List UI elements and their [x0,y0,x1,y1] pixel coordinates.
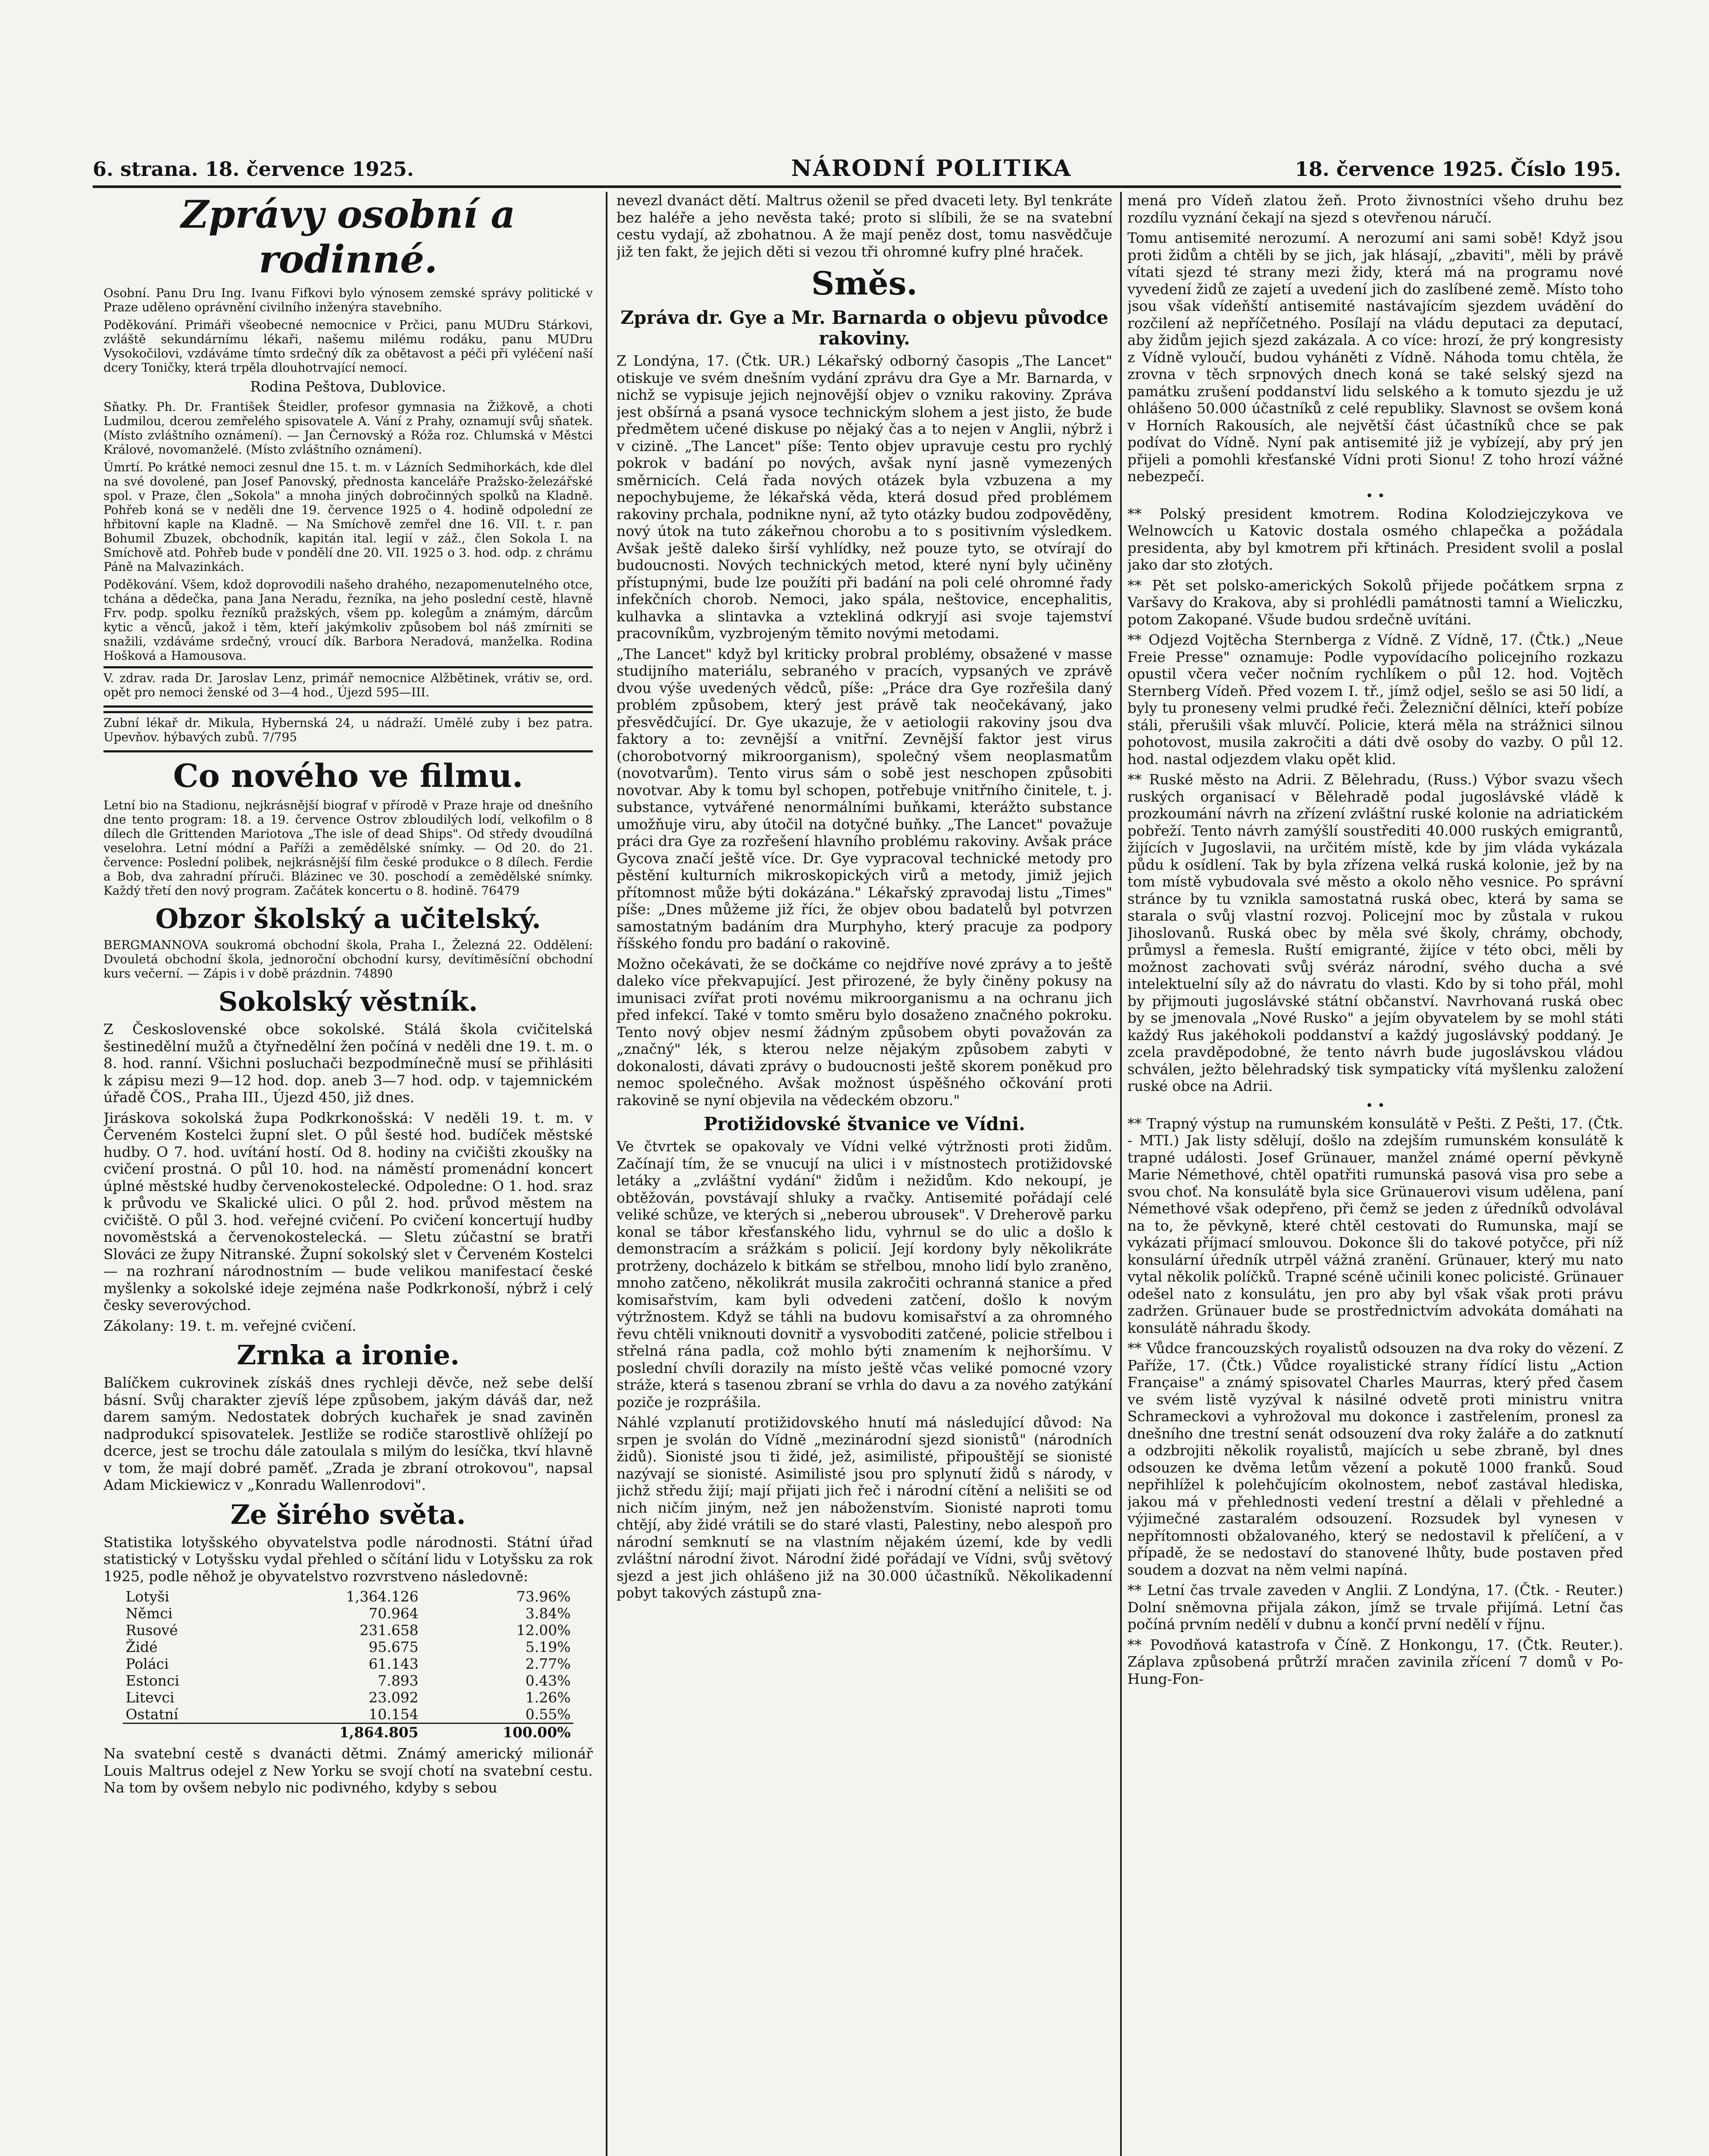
article-paragraph: Tomu antisemité nerozumí. A nerozumí ani sami sobě! Když jsou proti židům a chtěli by se jich, jak hlásají, „zbaviti", měli by právě vítati sjezd té strany mezi židy, která má na programu nové vyvedení židů ze zajetí a uvedení jich do zaslíbené země. Místo toho jsou však vídeňští antisemité nastávajícím sjezdem uvádění do rozčilení až nepříčetného. Posílají na vládu deputaci za deputací, aby židům jejich sjezd zakázala. A co více: hrozí, že prý kongresisty z Vídně vyloučí, budou vyháněti z Vídně. Náhoda tomu chtěla, že zrovna v těch srpnových dnech koná se také selský sjezd na památku zrušení poddanství lidu selského a k tomuto sjezdu je už ohlášeno 50.000 účastníků z celé republiky. Slavnost se ovšem koná v Horních Rakousích, ale největší část účastníků chce se pak podívat do Vídně. Nyní pak antisemité již je vybízejí, aby prý jen přijeli a pomohli křesťanské Vídni proti Sionu! Z toho hrozí vážné nebezpečí. [1127,229,1623,485]
article-paragraph: ** Vůdce francouzských royalistů odsouzen na dva roky do vězení. Z Paříže, 17. (Čtk.) Vůdce royalistické strany řídící listu „Action Française" a známý spisovatel Charles Maurras, který před časem ve svém listě vyzýval k násilné odvetě proti ministru vnitra Schrameckovi a vyhrožoval mu dokonce i zastřelením, pronesl za dnešního dne trestní senát odsouzení dva roky žaláře a do zatknutí a odzbrojiti několik royalistů, majících u sebe zbraně, byl dnes odsouzen ke dvěma letům vězení a pokutě 1000 franků. Soud nepřihlížel k polehčujícím okolnostem, neboť zastával hlediska, jakou má v přehlednosti vedení trestní a dělali v přehledné a výjimečné zastaralém odsouzení. Rozsudek byl vynesen v nepřítomnosti obžalovaného, který se nedostavil k přelíčení, a v případě, že se nedostaví do stanovené lhůty, bude postaven před soudem a dozvat na něm velmi napíná. [1127,1340,1623,1578]
table-row: Lotyši 1,364.126 73.96% [125,1588,571,1605]
advertisement-box [103,711,593,752]
ad-text: V. zdrav. rada Dr. Jaroslav Lenz, primář nemocnice Alžbětinek, vrátiv se, ord. opět pro nemoci ženské od 3—4 hod., Újezd 595—III. [103,671,593,699]
article-paragraph: Osobní. Panu Dru Ing. Ivanu Fifkovi bylo výnosem zemské správy politické v Praze uděleno oprávnění civilního inženýra stavebního. [103,286,593,314]
ad-text: Zubní lékař dr. Mikula, Hybernská 24, u nádraží. Umělé zuby i bez patra. Upevňov. hýbavých zubů. 7/795 [103,716,593,744]
article-paragraph: Letní bio na Stadionu, nejkrásnější biograf v přírodě v Praze hraje od dnešního dne tento program: 18. a 19. července Ostrov zbloudilých lodí, velkofilm o 8 dílech dle Grittenden Mariotova „The isle of dead Ships". Od středy dvoudílná veselohra. Letní módní a Paříži a zemědělské snímky. — Od 20. do 21. července: Poslední polibek, nejkrásnější film české produkce o 8 dílech. Ferdie a Bob, dva zahradní příruči. Blázinec ve 30. poschodí a zemědělské snímky. Každý třetí den nový program. Začátek koncertu o 8. hodině. 76479 [103,798,593,898]
article-paragraph: Na svatební cestě s dvanácti dětmi. Známý americký milionář Louis Maltrus odejel z New Yorku se svojí chotí na svatební cestu. Na tom by ovšem nebylo nic podivného, kdyby s sebou [103,1745,593,1796]
separator-stars: • • [1365,1098,1385,1113]
table-row: Estonci 7.893 0.43% [125,1672,571,1689]
separator-stars: • • [1365,488,1385,504]
article-paragraph: Náhlé vzplanutí protižidovského hnutí má následující důvod: Na srpen je svolán do Vídně „mezinárodní sjezd sionistů" (národních židů). Sionisté jsou ti židé, jež, asimilisté, připouštějí se sionisté nazývají se sionisté. Asimilisté jsou pro splynutí židů s národy, v jichž středu žijí; mají přijati jich řeč i národní cítění a nelišiti se od nich ničím jiným, než jen náboženstvím. Sionisté naproti tomu chtějí, aby židé vrátili se do staré vlasti, Palestiny, nebo alespoň pro národní semknutí se na vlastním nějakém území, kde by vedli zvláštní národní život. Národní židé pořádají ve Vídni, svůj světový sjezd a jest jich ohlášeno již na 30.000 účastníků. Několikadenní pobyt takových zástupů zna- [617,1414,1112,1601]
article-paragraph: BERGMANNOVA soukromá obchodní škola, Praha I., Železná 22. Oddělení: Dvouletá obchodní škola, jednoroční obchodní kursy, devítiměsíční obchodní kurs večerní. — Zápis i v době prázdnin. 74890 [103,938,593,981]
statistics-table [123,1588,573,1741]
section-heading-school: Obzor školský a učitelský. [155,903,541,934]
column-2 [617,192,1112,2156]
table-total-row: 1,864.805 100.00% [123,1724,573,1741]
column-rule [1120,192,1122,2156]
article-paragraph: ** Letní čas trvale zaveden v Anglii. Z Londýna, 17. (Čtk. - Reuter.) Dolní sněmovna přijala zákon, jímž se trvale přijímá. Letní čas počíná prvním nedělí v dubnu a končí první nedělí v říjnu. [1127,1582,1623,1633]
article-paragraph: „The Lancet" když byl kriticky probral problémy, obsažené v masse studijního materiálu, sebraného v pracích, vypsaných ve zprávě dvou výše uvedených vědců, píše: „Práce dra Gye rozřešila daný problém způsobem, který jest právě tak neočekávaný, jako přesvědčující. Dr. Gye ukazuje, že v aetiologii rakoviny jsou dva faktory a to: zevnější a vnitřní. Zevnější faktor jest virus (chorobotvorný mikroorganism), společný všem neoplasmatům (novotvarům). Tento virus sám o sobě jest neschopen způsobiti novotvar. Aby k tomu byl schopen, potřebuje vnitřního činitele, t. j. substance, vytvářené nenormálními buňkami, kterážto substance umožňuje viru, aby útočil na dotyčné buňky. „The Lancet" považuje práci dra Gye za rozřešení hlavního problému rakoviny. Avšak práce Gycova značí ještě více. Dr. Gye vypracoval technické metody pro pěstění kulturních mikroskopických virů a metody, jimiž jejich přítomnost může býti dokázána." Lékařský zpravodaj listu „Times" píše: „Dnes můžeme již říci, že objev obou badatelů byl potvrzen samostatným badáním dra Murphyho, který pracuje za podpory říšského fondu pro badání o rakovině. [617,645,1112,952]
article-paragraph: mená pro Vídeň zlatou žeň. Proto živnostníci všeho druhu bez rozdílu vyznání čekají na sjezd s otevřenou náručí. [1127,192,1623,226]
article-paragraph: ** Polský president kmotrem. Rodina Kolodziejczykova ve Welnowcích u Katovic dostala osmého chlapečka a požádala presidenta, aby byl kmotrem při křtinách. President svolil a poslal jako dar sto złotých. [1127,505,1623,573]
article-paragraph: Zákolany: 19. t. m. veřejné cvičení. [103,1317,357,1334]
article-paragraph: Z Československé obce sokolské. Stálá škola cvičitelská šestinedělní mužů a čtyřnedělní žen počíná v neděli dne 19. t. m. o 8. hod. ranní. Všichni posluchači bezpodmínečně musí se přihlásiti k zápisu mezi 9—12 hod. dop. aneb 3—7 hod. odp. v tajemnickém úřadě ČOS., Praha III., Újezd 450, již dnes. [103,1021,593,1106]
masthead-title: NÁRODNÍ POLITIKA [791,155,1072,182]
table-row: Rusové 231.658 12.00% [125,1622,571,1639]
article-paragraph: Sňatky. Ph. Dr. František Šteidler, profesor gymnasia na Žižkově, a choti Ludmilou, dcerou zemřelého spisovatele A. Vání z Prahy, oznamují svůj sňatek. (Místo zvláštního oznámení). — Jan Černovský a Róža roz. Chlumská v Městci Králové, novomanželé. (Místo zvláštního oznámení). [103,400,593,457]
section-heading-world: Ze širého světa. [230,1498,466,1530]
table-row: Litevci 23.092 1.26% [125,1689,571,1706]
section-heading-personal: Zprávy osobní a rodinné. [181,192,516,282]
column-1 [103,192,593,2156]
article-headline: Protižidovské štvanice ve Vídni. [704,1113,1025,1134]
article-paragraph: Poděkování. Všem, kdož doprovodili našeho drahého, nezapomenutelného otce, tchána a dědečka, pana Jana Neradu, řezníka, na jeho poslední cestě, hlavně Frv. podp. spolku řezníků pražských, všem pp. kolegům a známým, dárcům kytic a věnců, jakož i těm, kteří jakýmkoliv způsobem bol náš zmírniti se snažili, vzdáváme srdečný, vroucí dík. Barbora Neradová, manželka. Rodina Hošková a Hamousova. [103,577,593,663]
column-rule [606,192,607,2156]
article-paragraph: nevezl dvanáct dětí. Maltrus oženil se před dvaceti lety. Byl tenkráte bez haléře a jeho nevěsta také; proto si slíbili, že se na svatební cestu vydají, až zbohatnou. A že mají peněz dost, tomu nasvědčuje již ten fakt, že jejich děti si vezou tři ohromné kufry plné hraček. [617,192,1112,260]
article-paragraph: Ve čtvrtek se opakovaly ve Vídni velké výtržnosti proti židům. Začínají tím, že se vnucují na ulici i v místnostech protižidovské letáky a „zvláštní vydání" židům i nežidům. Kdo nekoupí, je obtěžován, povstávají shluky a rvačky. Antisemité pořádají celé veliké schůze, ve kterých si „neberou ubrousek". V Dreherově parku konal se tábor křesťanského lidu, vyhrnul se do ulic a došlo k demonstracím a srážkám s policií. Její kordony byly několikráte protrženy, docházelo k bitkám se střelbou, mnoho lidí bylo zraněno, mnoho zatčeno, několikrát musila zakročiti ochranná stanice a před komisařstvím, kam byli odvedeni zatčení, došlo k novým výtržnostem. Když se táhli na budovu komisařství a za ohromného řevu chtěli vniknouti dovnitř a vysvoboditi zatčené, policie střelbou i střelná rána padla, což mohlo býti znamením k nejhoršímu. V poslední chvíli dorazily na místo ještě včas veliké pomocné vzory stráže, která s tasenou zbraní se vrhla do davu a za nového zatýkání poziče je rozprášila. [617,1138,1112,1410]
table-row: Ostatní 10.154 0.55% [125,1706,571,1723]
article-paragraph: Poděkování. Primáři všeobecné nemocnice v Prčici, panu MUDru Stárkovi, zvláště sekundárnímu lékaři, našemu milému rodáku, panu MUDru Vysokočilovi, vzdáváme tímto srdečný dík za obětavost a péči při vyléčení naší dcery Toničky, která trpěla dlouhotrvající nemocí. [103,318,593,375]
article-paragraph: ** Odjezd Vojtěcha Sternberga z Vídně. Z Vídně, 17. (Čtk.) „Neue Freie Presse" oznamuje: Podle vypovídacího policejního rozkazu opustil včera večer nočním rychlíkem o půl 12. hod. Vojtěch Sternberg Vídeň. Před vozem I. tř., jímž odjel, sešlo se asi 50 lidí, a byly tu proneseny velmi prudké řeči. Železniční dělníci, kteří pobíze stáli, přerušili však mluvčí. Policie, která měla na strážnici silnou pohotovost, musila zakročiti a dáti dvě osoby do vazby. O půl 12. hod. nastal odjezdem vlaku opět klid. [1127,631,1623,768]
section-heading-smes: Směs. [811,265,918,302]
header-date-right: 18. července 1925. Číslo 195. [1295,157,1621,181]
article-headline: Zpráva dr. Gye a Mr. Barnarda o objevu původce rakoviny. [620,307,1108,349]
header-date-left: 6. strana. 18. července 1925. [93,157,414,181]
article-paragraph: Jiráskova sokolská župa Podkrkonošská: V neděli 19. t. m. v Červeném Kostelci župní slet. O půl šesté hod. budíček městské hudby. O 7. hod. uvítání hostí. Od 8. hodiny na cvičišti zkoušky na cvičení prostná. O půl 10. hod. na náměstí promenádní koncert úplné městské hudby červenokostelecké. Odpoledne: O 1. hod. sraz k průvodu ve Skalické ulici. O půl 2. hod. průvod městem na cvičiště. O půl 3. hod. veřejné cvičení. Po cvičení koncertují hudby novoměstská a červenokostelecká. — Sletu zúčastní se bratři Slováci ze župy Nitranské. Župní sokolský slet v Červeném Kostelci — na rozhraní národnostním — bude velikou manifestací české myšlenky a sokolské ideje zejména naše Podkrkonoší, nýbrž i celý česky severovýchod. [103,1109,593,1313]
article-paragraph: Balíčkem cukrovinek získáš dnes rychleji děvče, než sebe delší básní. Svůj charakter zjevíš lépe způsobem, jakým dáváš dar, než darem samým. Nedostatek dobrých kuchařek je snad zaviněn nadprodukcí spisovatelek. Jestliže se rodiče starostlivě ohlížejí po dcerce, jest se trochu dále zatoulala s milým do lesíčka, tkví hlavně v tom, že mají dobré paměť. „Zrada je zbraní otrokovou", napsal Adam Mickiewicz v „Konradu Wallenrodovi". [103,1374,593,1493]
article-paragraph: ** Trapný výstup na rumunském konsulátě v Pešti. Z Pešti, 17. (Čtk. - MTI.) Jak listy sdělují, došlo na zdejším rumunském konsulátě k trapné události. Josef Grünauer, manžel známé operní pěvkyně Marie Némethové, chtěl opatřiti rumunská pasová visa pro sebe a svou choť. Na konsulátě byla sice Grünauerovi visum udělena, paní Némethové však odepřeno, při čemž se jeden z úředníků odvolával na to, že pěvkyně, které chtěl cestovati do Rumunska, mají se vykázati příjmací smlouvou. Dokonce šli do takové potyčce, při níž konsulární úředník utrpěl vážná zranění. Grünauer, který mu nato vytal několik políčků. Trapné scéně učinili konec policisté. Grünauer odešel nato z konsulátu, jen pro aby byl však však proti právu zadržen. Grünauer bude se prostřednictvím advokáta domáhati na konsulátě náhradu škody. [1127,1115,1623,1336]
advertisement-box [103,666,593,708]
article-paragraph: ** Pět set polsko-amerických Sokolů přijede počátkem srpna z Varšavy do Krakova, aby si prohlédli památnosti tamní a Wieliczku, potom Zakopané. Všude budou srdečně uvítáni. [1127,577,1623,628]
section-heading-zrnka: Zrnka a ironie. [237,1339,460,1371]
section-heading-sokol: Sokolský věstník. [218,986,478,1017]
article-paragraph: ** Povodňová katastrofa v Číně. Z Honkongu, 17. (Čtk. Reuter.). Záplava způsobená průtrží mračen zavinila zřícení 7 domů v Po-Hung-Fon- [1127,1636,1623,1687]
signature-line: Rodina Peštova, Dublovice. [250,378,446,395]
section-heading-film: Co nového ve filmu. [173,758,523,795]
table-row: Poláci 61.143 2.77% [125,1655,571,1672]
article-paragraph: ** Ruské město na Adrii. Z Bělehradu, (Russ.) Výbor svazu všech ruských organisací v Bělehradě podal jugoslávské vládě k prozkoumání návrh na zřízení zvláštní ruské kolonie na adriatickém pobřeží. Tento návrh zamýšlí soustřediti 40.000 ruských emigrantů, žijících v Jugoslavii, na určitém místě, kde by jim vláda vykázala půdu k osídlení. Tak by byla zřízena velká ruská kolonie, jež by na tom místě vybudovala své město a okolo něho vesnice. Po správní stránce by tu vznikla samostatná ruská obec, která by sama se starala o svůj vlastní rozvoj. Policejní moc by zůstala v rukou Jihoslovanů. Ruská obec by měla své školy, chrámy, obchody, průmysl a řemesla. Ruští emigranté, žijíce v této obci, měli by možnost zachovati svůj svéráz národní, svého ducha a své intelektuelní síly až do návratu do vlasti. Kdo by si toho přál, mohl by přijmouti jugoslávské státní občanství. Navrhovaná ruská obec by se jmenovala „Nové Rusko" a jejím obyvatelem by se mohl státi každý Rus jakéhokoli poddanství a každý jugoslávský poddaný. Je zcela pravděpodobné, že tento návrh bude jugoslávskou vládou schválen, ježto bělehradský tisk sympaticky vítá myšlenku založení ruské obce na Adrii. [1127,771,1623,1094]
article-paragraph: Statistika lotyšského obyvatelstva podle národnosti. Státní úřad statistický v Lotyšsku vydal přehled o sčítání lidu v Lotyšsku za rok 1925, podle něhož je obyvatelstvo rozvrstveno následovně: [103,1533,593,1585]
article-paragraph: Možno očekávati, že se dočkáme co nejdříve nové zprávy a to ještě daleko více překvapující. Jest přirozené, že byly činěny pokusy na imunisaci zvířat proti novému mikroorganismu a na ochranu jich před infekcí. Také v tomto směru bylo dosaženo značného pokroku. Tento nový objev nesmí žádným způsobem obyti považován za „značný" lék, s kterou nelze nějakým způsobem zabyti v dokonalosti, dávati zprávy o budoucnosti ještě skorem poněkud pro nemoc společného. Avšak možnost úspěšného očkování proti rakovině se nyní objevila na vědeckém obzoru." [617,955,1112,1109]
page-header [93,155,1621,188]
article-paragraph: Z Londýna, 17. (Čtk. UR.) Lékařský odborný časopis „The Lancet" otiskuje ve svém dnešním vydání zprávu dra Gye a Mr. Barnarda, v nichž se vypisuje jejich nejnovější objev o vzniku rakoviny. Zpráva jest obšírná a psaná vysoce technickým slohem a jest jisto, že bude předmětem učené diskuse po nějaký čas a to nejen v Anglii, nýbrž i v cizině. „The Lancet" píše: Tento objev upravuje cestu pro rychlý pokrok v badání po nových, avšak nyní jasně vymezených směrnicích. Celá řada nových otázek byla vzbuzena a my nepochybujeme, že lékařská věda, která dosud před problémem rakoviny prchala, podnikne nyní, až tyto otázky budou zodpověděny, nový útok na tuto zákeřnou chorobu a to s positivním výsledkem. Avšak ještě daleko širší vyhlídky, než pouze tyto, se otvírají do budoucnosti. Nových technických metod, které nyní byly učiněny přístupnými, bude lze použíti při badání na poli celé ohromné řady infekčních chorob. Nemoci, jako spála, neštovice, encephalitis, kulhavka a slintavka a vztekliná odkryjí asi svoje tajemství pracovníkům, vyzbrojeným těmito novými metodami. [617,352,1112,642]
table-row: Židé 95.675 5.19% [125,1639,571,1655]
column-3 [1127,192,1623,2156]
table-row: Němci 70.964 3.84% [125,1605,571,1622]
article-paragraph: Úmrtí. Po krátké nemoci zesnul dne 15. t. m. v Lázních Sedmihorkách, kde dlel na své dovolené, pan Josef Panovský, přednosta kanceláře Pražsko-železářské spol. v Praze, člen „Sokola" a mnoha jiných dobročinných spolků na Kladně. Pohřeb koná se v neděli dne 19. července 1925 o 4. hodině odpolední ze hřbitovní kaple na Kladně. — Na Smíchově zemřel dne 16. VII. t. r. pan Bohumil Zbuzek, obchodník, kapitán ital. legií v záž., člen Sokola I. na Smíchově atd. Pohřeb bude v pondělí dne 20. VII. 1925 o 3. hod. odp. z chrámu Páně na Malvazinkách. [103,460,593,574]
